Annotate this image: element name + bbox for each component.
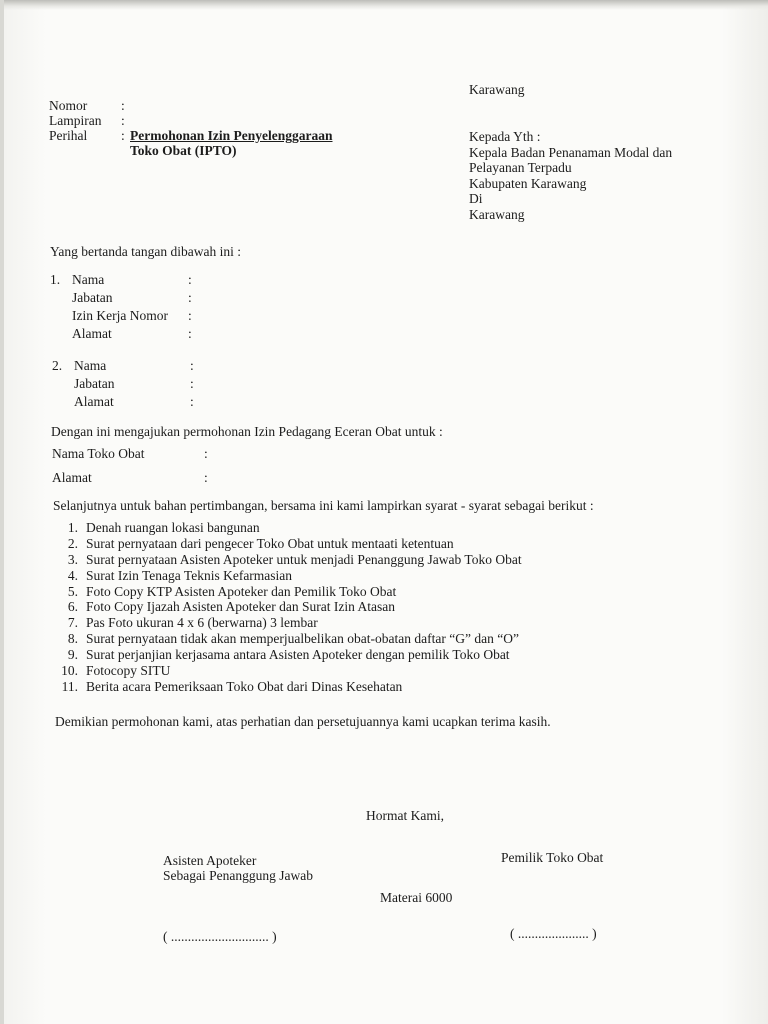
field-perihal-label: Perihal — [49, 128, 88, 143]
list-item: 9. Surat perjanjian kerjasama antara Asisten Apoteker dengan pemilik Toko Obat — [67, 647, 510, 663]
person1-nama-colon: : — [188, 272, 192, 287]
recipient-block — [469, 129, 672, 222]
requirement-text: Denah ruangan lokasi bangunan — [86, 520, 260, 535]
signer-left-role: Sebagai Penanggung Jawab — [163, 868, 313, 883]
requirement-text: Pas Foto ukuran 4 x 6 (berwarna) 3 lembar — [86, 615, 318, 631]
recipient-line: Kabupaten Karawang — [469, 175, 587, 191]
field-lampiran-colon: : — [121, 113, 125, 128]
requirement-text: Foto Copy KTP Asisten Apoteker dan Pemilik Toko Obat — [86, 583, 397, 599]
store-name-label: Nama Toko Obat — [52, 446, 145, 461]
person1-alamat-label: Alamat — [72, 326, 112, 341]
closing-text: Demikian permohonan kami, atas perhatian dan persetujuannya kami ucapkan terima kasih. — [55, 714, 551, 729]
requirement-text: Surat pernyataan dari pengecer Toko Obat untuk mentaati ketentuan — [86, 535, 454, 551]
store-address-label: Alamat — [52, 470, 92, 485]
person1-izin-colon: : — [188, 308, 192, 323]
list-item: 2. Surat pernyataan dari pengecer Toko Obat untuk mentaati ketentuan — [67, 535, 454, 551]
stamp-duty-label: Materai 6000 — [380, 890, 453, 905]
requirement-text: Surat perjanjian kerjasama antara Asisten Apoteker dengan pemilik Toko Obat — [86, 647, 510, 663]
letter-city: Karawang — [469, 82, 525, 97]
list-item: 3. Surat pernyataan Asisten Apoteker untuk menjadi Penanggung Jawab Toko Obat — [67, 551, 522, 567]
field-lampiran-label: Lampiran — [49, 113, 102, 128]
signer-left-title: Asisten Apoteker — [163, 853, 257, 868]
field-perihal-colon: : — [121, 128, 125, 143]
scan-left-edge — [0, 0, 4, 1024]
person2-number: 2. — [52, 358, 63, 373]
person2-nama-colon: : — [190, 358, 194, 373]
list-item: 6. Foto Copy Ijazah Asisten Apoteker dan Surat Izin Atasan — [67, 599, 395, 615]
list-item: 11. Berita acara Pemeriksaan Toko Obat dari Dinas Kesehatan — [61, 678, 403, 694]
person2-nama-label: Nama — [74, 358, 107, 373]
store-address-colon: : — [204, 470, 208, 485]
list-item: 4. Surat Izin Tenaga Teknis Kefarmasian — [67, 567, 293, 583]
recipient-line: Kepada Yth : — [469, 129, 541, 144]
requirement-text: Surat Izin Tenaga Teknis Kefarmasian — [86, 567, 293, 583]
person1-alamat-colon: : — [188, 326, 192, 341]
person1-izin-label: Izin Kerja Nomor — [72, 308, 168, 323]
person1-jabatan-label: Jabatan — [72, 290, 113, 305]
recipient-line: Di — [469, 191, 483, 206]
list-item: 10. Fotocopy SITU — [61, 663, 171, 679]
list-item: 5. Foto Copy KTP Asisten Apoteker dan Pemilik Toko Obat — [67, 583, 397, 599]
attachments-intro: Selanjutnya untuk bahan pertimbangan, bersama ini kami lampirkan syarat - syarat sebagai berikut : — [53, 498, 594, 513]
person1-nama-label: Nama — [72, 272, 105, 287]
recipient-line: Kepala Badan Penanaman Modal dan — [469, 144, 673, 160]
list-item: 1. Denah ruangan lokasi bangunan — [67, 520, 260, 535]
requirement-text: Fotocopy SITU — [86, 663, 171, 679]
field-nomor-colon: : — [121, 98, 125, 113]
subject-line-2: Toko Obat (IPTO) — [130, 143, 237, 158]
requirement-text: Berita acara Pemeriksaan Toko Obat dari Dinas Kesehatan — [86, 678, 403, 694]
person1-number: 1. — [50, 272, 61, 287]
list-item: 8. Surat pernyataan tidak akan memperjualbelikan obat-obatan daftar “G” dan “O” — [67, 631, 519, 647]
person1-jabatan-colon: : — [188, 290, 192, 305]
person2-jabatan-colon: : — [190, 376, 194, 391]
signature-blank-right: ( ..................... ) — [510, 926, 597, 941]
recipient-line: Karawang — [469, 206, 525, 222]
requirement-text: Surat pernyataan Asisten Apoteker untuk menjadi Penanggung Jawab Toko Obat — [86, 551, 522, 567]
scan-top-edge — [0, 0, 768, 10]
requirements-list — [58, 520, 522, 695]
signer-right-title: Pemilik Toko Obat — [501, 850, 604, 865]
request-text: Dengan ini mengajukan permohonan Izin Pedagang Eceran Obat untuk : — [51, 424, 443, 439]
recipient-line: Pelayanan Terpadu — [469, 160, 572, 175]
regards-text: Hormat Kami, — [366, 808, 444, 823]
list-item: 7. Pas Foto ukuran 4 x 6 (berwarna) 3 lembar — [67, 615, 318, 631]
person2-alamat-label: Alamat — [74, 394, 114, 409]
intro-text: Yang bertanda tangan dibawah ini : — [50, 244, 241, 259]
field-nomor-label: Nomor — [49, 98, 88, 113]
signature-blank-left: ( ............................. ) — [163, 929, 277, 944]
person2-jabatan-label: Jabatan — [74, 376, 115, 391]
store-name-colon: : — [204, 446, 208, 461]
subject-line-1: Permohonan Izin Penyelenggaraan — [130, 128, 333, 143]
person2-alamat-colon: : — [190, 394, 194, 409]
requirement-text: Foto Copy Ijazah Asisten Apoteker dan Surat Izin Atasan — [86, 599, 395, 615]
requirement-text: Surat pernyataan tidak akan memperjualbelikan obat-obatan daftar “G” dan “O” — [86, 631, 519, 647]
